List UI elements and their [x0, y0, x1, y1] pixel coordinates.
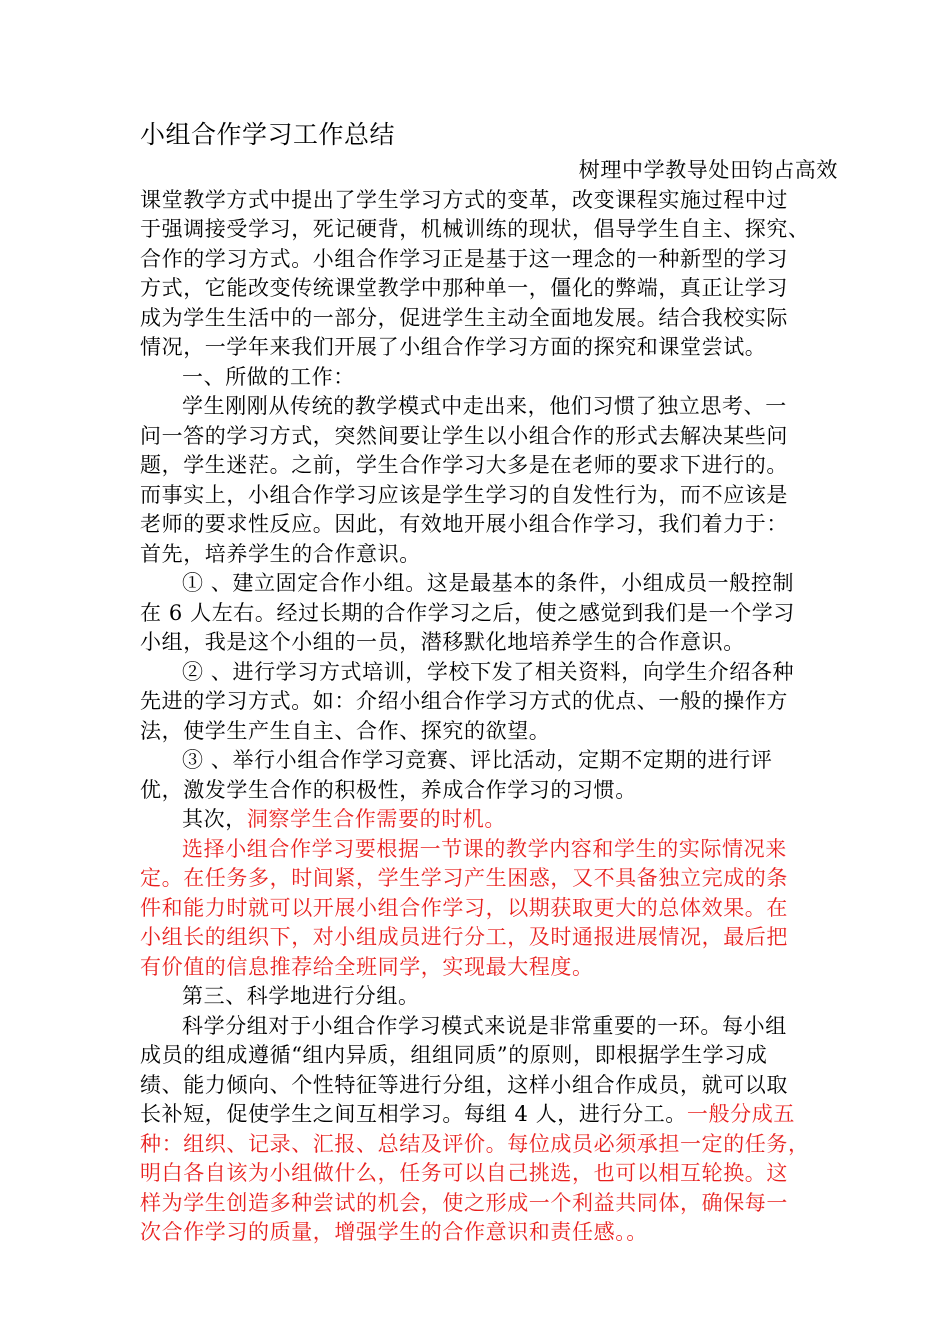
text-line: [140, 628, 830, 658]
text-line: [140, 687, 830, 717]
body-text: 第三、科学地进行分组。: [182, 984, 420, 1008]
body-text: 科学分组对于小组合作学习模式来说是非常重要的一环。每小组: [182, 1013, 787, 1038]
highlighted-text: 小组长的组织下，对小组成员进行分工，及时通报进展情况，最后把: [140, 925, 788, 949]
text-line: [140, 894, 830, 924]
body-text: 学生刚刚从传统的教学模式中走出来，他们习惯了独立思考、一: [182, 394, 787, 418]
body-text: 问一答的学习方式，突然间要让学生以小组合作的形式去解决某些问: [140, 423, 788, 448]
highlighted-text: 明白各自该为小组做什么，任务可以自己挑选，也可以相互轮换。这: [140, 1161, 788, 1185]
document-body: [140, 156, 838, 1248]
paragraph-lines: [140, 186, 830, 1248]
body-text: ② 、进行学习方式培训，学校下发了相关资料，向学生介绍各种: [182, 659, 795, 684]
text-line: [140, 1130, 830, 1160]
text-line: [140, 422, 830, 452]
text-line: [140, 1100, 830, 1130]
text-line: [140, 717, 830, 747]
text-line: [140, 1071, 830, 1101]
text-line: [140, 333, 830, 363]
text-line: [140, 540, 830, 570]
body-text: 先进的学习方式。如：介绍小组合作学习方式的优点、一般的操作方: [140, 689, 788, 713]
text-line: [140, 835, 830, 865]
body-text: ① 、建立固定合作小组。这是最基本的条件，小组成员一般控制: [182, 571, 795, 595]
highlighted-text: 件和能力时就可以开展小组合作学习，以期获取更大的总体效果。在: [140, 895, 788, 920]
text-line: [140, 1218, 830, 1248]
text-line: [140, 805, 830, 835]
text-line: [140, 510, 830, 540]
highlighted-text: 选择小组合作学习要根据一节课的教学内容和学生的实际情况来: [182, 836, 787, 861]
highlighted-text: 次合作学习的质量，增强学生的合作意识和责任感。。: [140, 1220, 648, 1244]
body-text: 方式，它能改变传统课堂教学中那种单一，僵化的弊端，真正让学习: [140, 276, 788, 300]
body-text: 其次，: [182, 807, 247, 831]
highlighted-text: 有价值的信息推荐给全班同学，实现最大程度。: [140, 954, 594, 979]
text-line: [140, 392, 830, 422]
text-line: [140, 599, 830, 629]
body-text: 一、所做的工作：: [182, 364, 355, 389]
highlighted-text: 样为学生创造多种尝试的机会，使之形成一个利益共同体，确保每一: [140, 1190, 788, 1215]
text-line: [140, 245, 830, 275]
text-line: [140, 1159, 830, 1189]
highlighted-text: 种：组织、记录、汇报、总结及评价。每位成员必须承担一定的任务，: [140, 1131, 810, 1156]
body-text: 法，使学生产生自主、合作、探究的欲望。: [140, 718, 551, 743]
body-text: 题，学生迷茫。之前，学生合作学习大多是在老师的要求下进行的。: [140, 453, 788, 477]
text-line: [140, 569, 830, 599]
text-line: [140, 953, 830, 983]
text-line: [140, 451, 830, 481]
text-line: [140, 864, 830, 894]
body-text: 老师的要求性反应。因此，有效地开展小组合作学习，我们着力于：: [140, 512, 788, 536]
body-text: 小组，我是这个小组的一员，潜移默化地培养学生的合作意识。: [140, 630, 745, 654]
body-text: 成员的组成遵循“组内异质，组组同质”的原则，即根据学生学习成: [140, 1043, 768, 1067]
text-line: [140, 776, 830, 806]
body-text: 优，激发学生合作的积极性，养成合作学习的习惯。: [140, 777, 637, 802]
text-line: [140, 1189, 830, 1219]
text-line: [140, 982, 830, 1012]
body-text: 绩、能力倾向、个性特征等进行分组，这样小组合作成员，就可以取: [140, 1072, 788, 1097]
text-line: [140, 186, 830, 216]
text-line: [140, 363, 830, 393]
text-line: [140, 481, 830, 511]
body-text: 成为学生生活中的一部分，促进学生主动全面地发展。结合我校实际: [140, 305, 788, 330]
body-text: 课堂教学方式中提出了学生学习方式的变革，改变课程实施过程中过: [140, 187, 788, 212]
text-line: [140, 274, 830, 304]
body-text: 在 6 人左右。经过长期的合作学习之后，使之感觉到我们是一个学习: [140, 600, 795, 625]
text-line: [140, 215, 830, 245]
body-text: ③ 、举行小组合作学习竞赛、评比活动，定期不定期的进行评: [182, 748, 773, 772]
body-text: 情况，一学年来我们开展了小组合作学习方面的探究和课堂尝试。: [140, 335, 767, 359]
body-text: 合作的学习方式。小组合作学习正是基于这一理念的一种新型的学习: [140, 246, 788, 271]
text-line: [140, 1041, 830, 1071]
body-text: 于强调接受学习，死记硬背，机械训练的现状，倡导学生自主、探究、: [140, 217, 810, 241]
text-line: [140, 658, 830, 688]
body-text: 而事实上，小组合作学习应该是学生学习的自发性行为，而不应该是: [140, 482, 788, 507]
highlighted-text: 定。在任务多，时间紧，学生学习产生困惑，又不具备独立完成的条: [140, 866, 788, 890]
text-line: [140, 304, 830, 334]
text-line: [140, 923, 830, 953]
body-text: 长补短，促使学生之间互相学习。每组 4 人，进行分工。: [140, 1102, 687, 1126]
text-line: [140, 746, 830, 776]
highlighted-text: 洞察学生合作需要的时机。: [246, 807, 507, 831]
author-line: 树理中学教导处田钧占高效: [578, 158, 838, 182]
text-line: [140, 1012, 830, 1042]
highlighted-text: 一般分成五: [686, 1102, 795, 1126]
document-title: 小组合作学习工作总结: [140, 120, 396, 149]
body-text: 首先，培养学生的合作意识。: [140, 541, 421, 566]
